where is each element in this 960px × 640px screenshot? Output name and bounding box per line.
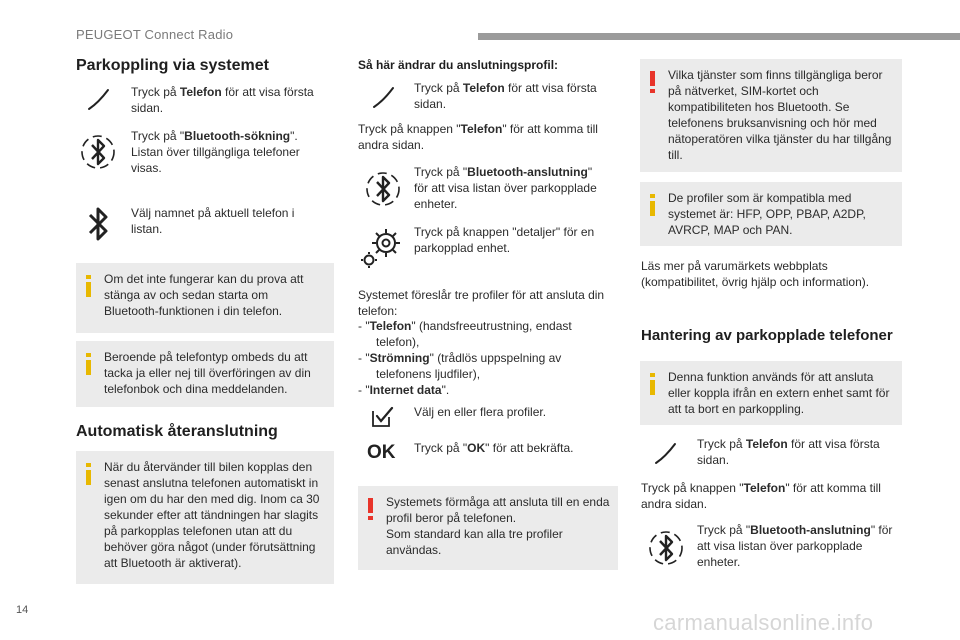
- bluetooth-icon: [86, 205, 110, 243]
- info-box-auto-reconnect: [76, 451, 334, 584]
- heading-auto-reconnect: Automatisk återanslutning: [76, 423, 278, 440]
- profile-list: [358, 318, 616, 398]
- bluetooth-connection-icon: [646, 527, 686, 569]
- details-gear-icon: [360, 223, 406, 269]
- header-bar: [478, 33, 960, 40]
- info-marker-icon: [86, 353, 92, 375]
- col3-step1: Tryck på Telefon för att visa första sidan.: [697, 437, 880, 467]
- info-text: Om det inte fungerar kan du prova att stänga av och sedan starta om Bluetooth-funktionen i din telefon.: [104, 272, 304, 318]
- phone-handset-icon: [371, 85, 397, 111]
- bluetooth-connection-icon: [363, 168, 403, 210]
- info-text: Denna funktion används för att ansluta eller koppla ifrån en extern enhet samt för att ta bort en parkoppling.: [668, 370, 890, 416]
- info-marker-icon: [650, 194, 656, 216]
- info-marker-icon: [86, 463, 92, 485]
- warning-marker-icon: [368, 498, 374, 520]
- info-text: Beroende på telefontyp ombeds du att tacka ja eller nej till överföringen av din telefonbok och dina meddelanden.: [104, 350, 311, 396]
- col2-para2: Systemet föreslår tre profiler för att ansluta din telefon:: [358, 288, 605, 318]
- list-item: - "Strömning" (trådlös uppspelning av telefonens ljudfiler),: [358, 351, 562, 381]
- subheading-change-profile: Så här ändrar du anslutningsprofil:: [358, 58, 559, 72]
- running-header: PEUGEOT Connect Radio: [76, 27, 234, 42]
- page-number: 14: [16, 604, 29, 616]
- col1-step3: Välj namnet på aktuell telefon i listan.: [131, 206, 295, 236]
- col2-step5: Tryck på "OK" för att bekräfta.: [414, 441, 574, 455]
- info-marker-icon: [86, 275, 92, 297]
- ok-icon: OK: [367, 442, 396, 463]
- col2-step2: Tryck på "Bluetooth-anslutning" för att visa listan över parkopplade enheter.: [414, 165, 597, 211]
- info-box-profiles: [640, 182, 902, 246]
- heading-manage-paired: Hantering av parkopplade telefoner: [641, 327, 893, 344]
- warning-text: Systemets förmåga att ansluta till en enda profil beror på telefonen. Som standard kan alla tre profiler användas.: [386, 495, 610, 557]
- watermark: carmanualsonline.info: [653, 610, 874, 635]
- warning-text: Vilka tjänster som finns tillgängliga beror på nätverket, SIM-kortet och kompatibiliteten hos Bluetooth. Se telefonens bruksanvisning och hör med nätoperatören vilka tjänster du har tillgång till.: [668, 68, 892, 162]
- heading-pairing: Parkoppling via systemet: [76, 57, 269, 74]
- warning-box-services: [640, 59, 902, 172]
- info-marker-icon: [650, 373, 656, 395]
- info-box-manage: [640, 361, 902, 425]
- info-text: När du återvänder till bilen kopplas den senast anslutna telefonen automatiskt in igen om du har den med dig. Inom ca 30 sekunder efter att tändningen har slagits på parkopplas telefonen utan att du behöver göra något (under förutsättning att Bluetooth är aktiverat).: [104, 460, 320, 570]
- col1-step1: Tryck på Telefon för att visa första sidan.: [131, 85, 314, 115]
- info-text: De profiler som är kompatibla med systemet är: HFP, OPP, PBAP, A2DP, AVRCP, MAP och PAN.: [668, 191, 866, 237]
- phone-handset-icon: [86, 87, 112, 113]
- col2-step3: Tryck på knappen "detaljer" för en parkopplad enhet.: [414, 225, 595, 255]
- list-item: - "Telefon" (handsfreeutrustning, endast telefon),: [358, 319, 572, 349]
- col1-step2: Tryck på "Bluetooth-sökning". Listan över tillgängliga telefoner visas.: [131, 129, 300, 175]
- col3-para1: Läs mer på varumärkets webbplats (kompatibilitet, övrig hjälp och information).: [641, 259, 870, 289]
- col2-step4: Välj en eller flera profiler.: [414, 405, 547, 419]
- col2-para1: Tryck på knappen "Telefon" för att komma till andra sidan.: [358, 122, 598, 152]
- checkbox-checked-icon: [371, 406, 395, 428]
- info-box-phonebook: [76, 341, 334, 407]
- warning-marker-icon: [650, 71, 656, 93]
- info-box-restart-bluetooth: [76, 263, 334, 333]
- col3-step2: Tryck på "Bluetooth-anslutning" för att visa listan över parkopplade enheter.: [697, 523, 893, 569]
- col3-para2: Tryck på knappen "Telefon" för att komma till andra sidan.: [641, 481, 881, 511]
- phone-handset-icon: [653, 441, 679, 467]
- col2-step1: Tryck på Telefon för att visa första sidan.: [414, 81, 597, 111]
- bluetooth-search-icon: [78, 131, 118, 173]
- warning-box-profile: [358, 486, 618, 570]
- list-item: - "Internet data".: [358, 383, 450, 397]
